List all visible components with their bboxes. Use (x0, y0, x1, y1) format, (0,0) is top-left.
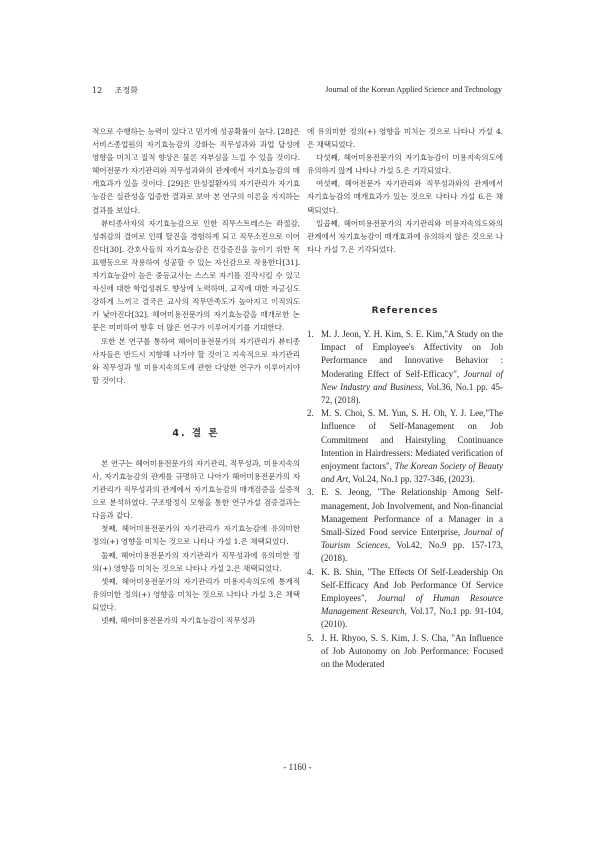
reference-number: 5. (307, 632, 314, 643)
page-number: 12 (92, 86, 103, 95)
section-title-conclusion: 4. 결 론 (172, 427, 220, 439)
reference-item (307, 566, 503, 632)
reference-number: 4. (307, 566, 314, 577)
paragraph: 첫째, 헤어미용전문가의 자기관리가 자기효능감에 유의미한 정의(+) 영향을 미치는 것으로 나타나 가설 1.은 채택되었다. (92, 524, 300, 547)
right-column (307, 125, 503, 671)
page-footer: - 1160 - (283, 762, 312, 772)
paragraph: 뷰티종사자의 자기효능감으로 인한 직무스트레스는 좌절감, 성취감의 결여로 인해 탈진을 경험하게 되고 직무소진으로 이어진다[30]. 간호사들의 자기효능감은 건강증진을 높이기 위한 목표행동으로 작용하여 성공할 수 있는 자신감으로 작용한다[31]. 자기효능감이 높은 중등교사는 스스로 자기를 진작시킬 수 있고 자신에 대한 학업성취도 향상에 노력하며, 교직에 대한 자긍심도 강하게 느끼고 결국은 교사의 직무만족도가 높아지고 이직의도가 낮아진다[32]. 헤어미용전문가의 자기효능감을 매개로한 논문은 미미하여 향후 더 많은 연구가 이루어지기를 기대한다. (92, 218, 300, 333)
reference-source: Journal of Human Resource Management Research, (321, 593, 503, 617)
paragraph: 일곱째, 헤어미용전문가의 자기관리와 미용지속의도와의 관계에서 자기효능감이 매개효과에 유의하지 않은 것으로 나타나 가설 7.은 기각되었다. (307, 218, 503, 254)
reference-item (307, 486, 503, 565)
reference-source: Journal of New Industry and Business, (321, 368, 503, 392)
author-name: 조정화 (114, 86, 138, 95)
left-column (92, 125, 300, 627)
reference-text: J. H. Rhyoo, S. S. Kim, J. S. Cha, "An Influence of Job Autonomy on Job Performance: Focused on the Moderated (321, 632, 503, 670)
paragraph: 여섯째, 헤어전문가 자기관리와 직무성과와의 관계에서 자기효능감의 매개효과가 있는 것으로 나타나 가설 6.은 채택되었다. (307, 179, 503, 215)
reference-item (307, 407, 503, 486)
reference-source: Journal of Tourism Sciences, (321, 526, 504, 551)
reference-text: M. J. Jeon, Y. H. Kim, S. E. Kim,"A Study on the Impact of Employee's Affectivity on Job Performance and Innovative Behavior : Moderating Effect of Self-Efficacy", (321, 328, 503, 379)
paragraph: 본 연구는 헤어미용전문가의 자기관리, 직무성과, 미용지속의사, 자기효능감의 관계를 규명하고 나아가 헤어미용전문가의 자기관리가 직무성과의 관계에서 자기효능감의 매개검증을 실증적으로 분석하였다. 구조방정식 모형을 통한 연구가설 검증결과는 다음과 같다. (92, 458, 300, 521)
paragraph: 둘째, 헤어미용전문가의 자기관리가 직무성과에 유의미한 정의(+) 영향을 미치는 것으로 나타나 가설 2.은 채택되었다. (92, 550, 300, 573)
reference-tail: Vol.24, No.1 pp. 327-346, (2023). (350, 474, 475, 485)
reference-item (307, 328, 503, 407)
reference-number: 3. (307, 487, 314, 498)
paragraph: 다섯째, 헤어미용전문가의 자기효능감이 미용지속의도에 유의하지 않게 나타나 가설 5.은 기각되었다. (307, 153, 503, 176)
reference-tail: Vol.42, No.9 pp. 157-173, (2018). (321, 540, 503, 564)
journal-title: Journal of the Korean Applied Science and Technology (325, 85, 502, 94)
reference-tail: Vol.17, No.1 pp. 91-104, (2010). (321, 606, 503, 630)
paragraph: 넷째, 헤어미용전문가의 자기효능감이 직무성과 (101, 616, 255, 625)
paragraph: 또한 본 연구를 통하여 헤어미용전문가의 자기관리가 뷰티종사자들은 반드시 지향해 나가야 할 것이고 지속적으로 자기관리와 직무성과 및 미용지속의도에 관한 다양한 연구가 이루어지야 할 것이다. (92, 336, 300, 385)
reference-text: E. S. Jeong, "The Relationship Among Self-management, Job Involvement, and Non-financial Management Performance of a Manager in a Small-Sized Food service Enterprise, (321, 487, 503, 537)
paragraph: 셋째, 헤어미용전문가의 자기관리가 미용지속의도에 통계적 유의미한 정의(+) 영향을 미치는 것으로 나타나 가설 3.은 채택되었다. (92, 576, 300, 612)
reference-item (307, 632, 503, 672)
references-title: References (371, 305, 439, 316)
reference-text: M. S. Choi, S. M. Yun, S. H. Oh, Y. J. Lee,"The Influence of Self-Management on Job Commitment and Hairstyling Continuance Intention in Hairdressers: Mediated verification of enjoyment factors", (321, 408, 503, 471)
reference-number: 1. (307, 328, 314, 339)
paragraph: 적으로 수행하는 능력이 있다고 믿기에 성공확률이 높다. [28]은 서비스종업원의 자기효능감의 강화는 직무성과와 과업 달성에 영향을 미치고 질적 향상은 물론 자부심을 느낄 수 있을 것이다. 헤어전문가 자기관리와 직무성과와의 관계에서 자기효능감의 매개효과가 있을 것이다. [29]은 만성질환자의 자기관리가 자기효능감은 실관성을 입증한 결과로 보아 본 연구의 이론을 지지하는 결과를 보았다. (92, 127, 300, 215)
reference-number: 2. (307, 408, 314, 419)
reference-text: K. B. Shin, "The Effects Of Self-Leadership On Self-Efficacy And Job Performance Of Service Employees", (321, 566, 503, 603)
reference-list (307, 328, 503, 671)
running-header-left (92, 85, 148, 96)
reference-tail: Vol.36, No.1 pp. 45-72, (2018). (321, 381, 503, 405)
paragraph: 에 유의미한 정의(+) 영향을 미치는 것으로 나타나 가설 4.은 채택되었다. (307, 127, 503, 150)
reference-source: The Korean Society of Beauty and Art, (321, 460, 504, 485)
